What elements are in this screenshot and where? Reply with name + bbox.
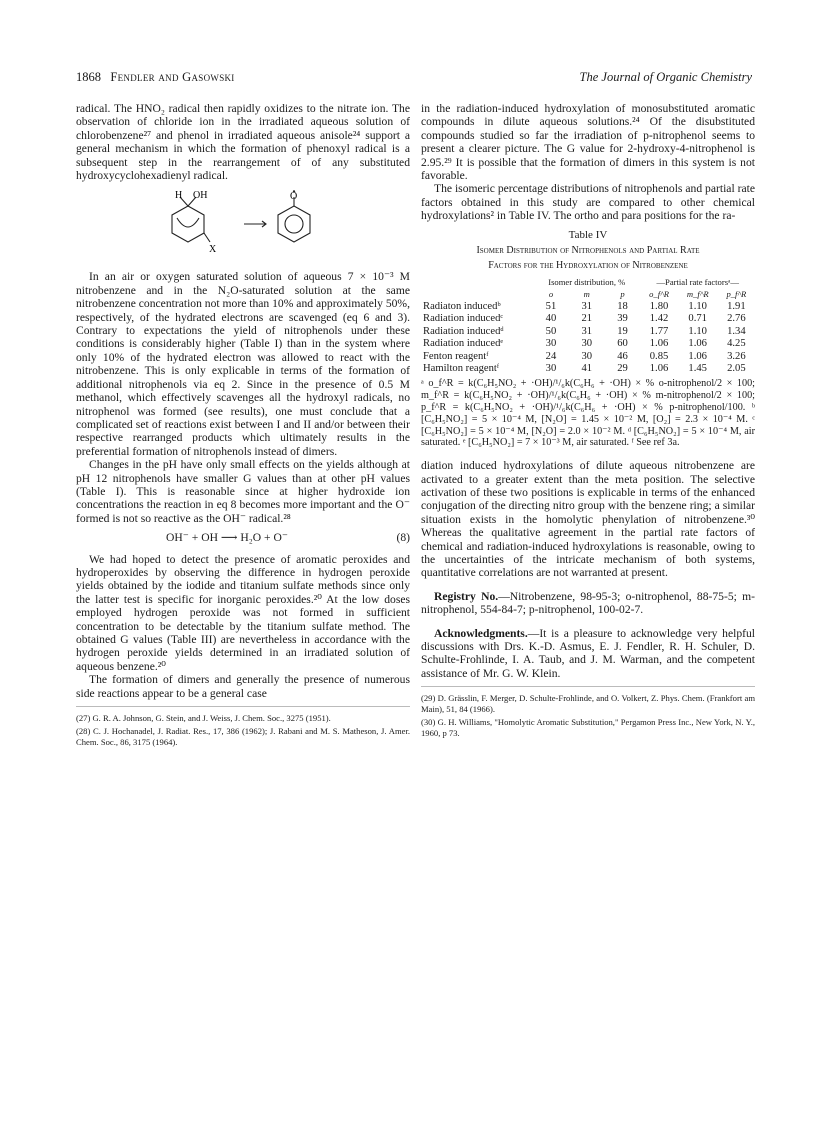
- table-footnote: ᵃ o_f^R = k(C₆H₅NO₂ + ·OH)/¹/₆k(C₆H₆ + ·OH) × % o-nitrophenol/2 × 100; m_f^R = k(C₆H₅NO₂ + ·OH)/¹/₆k(C₆H₆ + ·OH) × % m-nitrophenol/2 × 100; p_f^R = k(C₆H₅NO₂ + ·OH)/¹/₆k(C₆H₆ + ·OH) × % p-nitrophenol/100. ᵇ [C₆H₅NO₂] = 5 × 10⁻⁴ M, [N₂O] = 1.45 × 10⁻² M, [O₂] = 2.3 × 10⁻⁴ M. ᶜ [C₆H₅NO₂] = 5 × 10⁻⁴ M, [N₂O] = 2.0 × 10⁻² M. ᵈ [C₆H₅NO₂] = 5 × 10⁻⁴ M, air saturated. ᵉ [C₆H₅NO₂] = 7 × 10⁻³ M, air saturated. ᶠ See ref 3a.: [421, 378, 755, 449]
- table-cell: 30: [581, 338, 593, 350]
- table-title-line2: Factors for the Hydroxylation of Nitrobenzene: [488, 260, 688, 272]
- table-cell: 31: [581, 325, 593, 337]
- table-row: [421, 351, 755, 363]
- table-cell: 1.06: [688, 338, 707, 350]
- scheme-label-h: H: [175, 190, 183, 202]
- scheme-label-o: O: [290, 191, 298, 203]
- table-cell: 21: [581, 313, 593, 325]
- table-cell: 1.06: [688, 350, 707, 362]
- table-cell: 40: [545, 313, 557, 325]
- table-cell: 0.71: [688, 313, 707, 325]
- table-cell: 0.85: [649, 350, 669, 362]
- scheme-label-oh: OH: [193, 190, 208, 202]
- paragraph: The formation of dimers and generally the presence of numerous side reactions appear to be a general case: [76, 673, 410, 700]
- authors: Fendler and Gasowski: [110, 70, 235, 84]
- reference: (27) G. R. A. Johnson, G. Stein, and J. Weiss, J. Chem. Soc., 3275 (1951).: [76, 713, 331, 724]
- col-header: o: [548, 289, 554, 300]
- paragraph: We had hoped to detect the presence of aromatic peroxides and hydroperoxides by observing the difference in hydrogen peroxide yields obtained by the iodide and titanium sulfate methods since only the latter test is specific for inorganic peroxides.²⁰ At the low doses employed hydrogen peroxide was not formed in sufficient concentration to be detectable by the titanium sulfate method. The obtained G values (Table III) are nevertheless in accordance with the hydrogen peroxide yields determined in an irradiated solution of aqueous benzene.²⁰: [76, 552, 410, 673]
- paragraph: In an air or oxygen saturated solution of aqueous 7 × 10⁻³ M nitrobenzene and in the N₂O-saturated solution at the same nitrobenzene concentration not more than 10% and approximately 50%, respectively, of the hydrated electrons are scavenged (eq 6 and 3). Contrary to expectations the yield of nitrophenols under these conditions is considerably higher (Table I) than in the system where only 10% of the hydrated electron was allowed to react with the nitrobenzene. This is only explicable in terms of the formation of additional nitrophenols via eq 2. Since in the presence of 0.5 M methanol, which effectively scavenges all the hydroxyl radicals, no nitrophenol was formed (see results), one must conclude that a complicated set of reactions exist between I and II and/or between their respective rearranged products which ultimately results in the preferential formation of nitrophenols instead of dimers.: [76, 270, 410, 458]
- table-row: [421, 326, 755, 338]
- table-cell: 30: [545, 338, 557, 350]
- footnote-references: [421, 686, 755, 739]
- footnote-references: [76, 706, 410, 748]
- table-cell: 46: [617, 350, 628, 362]
- table-cell: 31: [581, 300, 593, 312]
- reaction-scheme-drawing: [76, 190, 410, 266]
- table-cell: 50: [545, 325, 557, 337]
- table-cell: 1.06: [649, 338, 669, 350]
- col-header: o_f^R: [649, 289, 669, 300]
- table-title-line1: Isomer Distribution of Nitrophenols and Partial Rate: [476, 245, 700, 257]
- table-row: [421, 301, 755, 313]
- col-header: m_f^R: [686, 289, 709, 300]
- equation-number: (8): [396, 531, 410, 545]
- right-column: [421, 102, 755, 741]
- table-cell: 4.25: [727, 338, 746, 350]
- data-table: [421, 276, 755, 375]
- registry-text: —Nitrobenzene, 98-95-3; o-nitrophenol, 88-75-5; m-nitrophenol, 554-84-7; p-nitrophenol, 100-02-7.: [421, 589, 755, 617]
- journal-title: The Journal of Organic Chemistry: [579, 70, 752, 84]
- col-header: m: [583, 289, 590, 300]
- table-row: [421, 313, 755, 325]
- equation-8: [76, 531, 410, 544]
- table-cell: 19: [617, 325, 628, 337]
- row-label: Hamilton reagentᶠ: [423, 362, 500, 374]
- table-header-row: [421, 276, 755, 288]
- paragraph: Changes in the pH have only small effects on the yields although at pH 12 nitrophenols have smaller G values than at other pH values (Table I). This is reasonable since at higher hydroxide ion concentrations the reaction in eq 8 becomes more important and the O⁻ formed is not so reactive as the OH⁻ radical.²⁸: [76, 458, 410, 525]
- table-cell: 41: [581, 362, 593, 374]
- row-label: Radiation inducedᵈ: [423, 325, 504, 337]
- ack-text: —It is a pleasure to acknowledge very helpful discussions with Drs. K.-D. Asmus, E. J. Fendler, R. H. Schuler, D. Schulte-Frohlinde, I. A. Taub, and J. M. Warman, and the competent assistance of Mr. G. W. Klein.: [421, 626, 755, 680]
- table-cell: 30: [545, 362, 557, 374]
- table-cell: 2.76: [727, 313, 746, 325]
- table-caption: Table IV: [568, 228, 608, 241]
- table-iv: [421, 229, 755, 449]
- reference: (29) D. Grässlin, F. Merger, D. Schulte-Frohlinde, and O. Volkert, Z. Phys. Chem. (Frankfort am Main), 51, 84 (1966).: [421, 693, 755, 715]
- table-cell: 1.34: [727, 325, 746, 337]
- left-column: [76, 102, 410, 750]
- table-cell: 2.05: [727, 362, 746, 374]
- table-cell: 1.06: [649, 362, 669, 374]
- scheme-label-x: X: [209, 244, 217, 256]
- table-cell: 1.80: [649, 300, 669, 312]
- table-cell: 30: [581, 350, 593, 362]
- table-cell: 1.77: [649, 325, 669, 337]
- row-label: Fenton reagentᶠ: [423, 350, 489, 362]
- registry-paragraph: [421, 590, 755, 617]
- table-cell: 24: [545, 350, 557, 362]
- table-cell: 29: [617, 362, 628, 374]
- row-label: Radiation inducedᵉ: [423, 338, 504, 350]
- table-row: [421, 363, 755, 375]
- table-cell: 1.10: [688, 300, 707, 312]
- table-cell: 51: [545, 300, 557, 312]
- table-cell: 1.91: [727, 300, 746, 312]
- table-cell: 60: [617, 338, 628, 350]
- registry-label: Registry No.: [434, 589, 499, 603]
- reference: (30) G. H. Williams, "Homolytic Aromatic Substitution," Pergamon Press Inc., New York, N. Y., 1960, p 73.: [421, 717, 755, 739]
- table-row: [421, 338, 755, 350]
- row-label: Radiaton inducedᵇ: [423, 300, 501, 312]
- paragraph: radical. The HNO₂ radical then rapidly oxidizes to the nitrate ion. The observation of chloride ion in the irradiated aqueous solution of chlorobenzene²⁷ and phenol in irradiated aqueous anisole²⁴ support a general mechanism in which the formation of phenoxyl radical is a subsequent step in the rearrangement of of any substituted hydroxycyclohexadienyl radical.: [76, 102, 410, 183]
- reference: (28) C. J. Hochanadel, J. Radiat. Res., 17, 386 (1962); J. Rabani and M. S. Matheson, J. Amer. Chem. Soc., 86, 3175 (1964).: [76, 726, 410, 748]
- paragraph: The isomeric percentage distributions of nitrophenols and partial rate factors obtained in this study are compared to other chemical hydroxylations² in Table IV. The ortho and para positions for the ra-: [421, 182, 755, 223]
- col-header: p: [620, 289, 625, 300]
- page-number: 1868: [76, 70, 101, 84]
- group-header-isomer: Isomer distribution, %: [548, 277, 626, 288]
- running-header-left: [76, 70, 235, 85]
- paragraph: in the radiation-induced hydroxylation of monosubstituted aromatic compounds in dilute aqueous solutions.²⁴ Of the disubstituted compounds studied so far the irradiation of p-nitrophenol seems to present a clearer picture. The G value for 2-hydroxy-4-nitrophenol is 2.95.²⁹ It is possible that the formation of dimers in this system is not favorable.: [421, 102, 755, 183]
- table-cell: 3.26: [727, 350, 746, 362]
- group-header-rate: —Partial rate factorsᵃ—: [656, 277, 739, 288]
- ack-label: Acknowledgments.: [434, 626, 528, 640]
- paragraph: diation induced hydroxylations of dilute aqueous nitrobenzene are activated to a greater extent than the meta position. The selective activation of these two positions is explicable in terms of the enhanced conjugation of the directing nitro group with the benzene ring; a similar situation exists in the homolytic phenylation of nitrobenzene.³⁰ Whereas the qualitative agreement in the partial rate factors of chemical and radiation-induced hydroxylations is reasonable, owing to the uncertainties of the intricate mechanism of both systems, quantitative correlations are not warranted at present.: [421, 459, 755, 580]
- table-cell: 18: [617, 300, 628, 312]
- table-cell: 1.42: [649, 313, 669, 325]
- row-label: Radiation inducedᶜ: [423, 313, 504, 325]
- acknowledgments-paragraph: [421, 627, 755, 681]
- col-header: p_f^R: [726, 289, 747, 300]
- table-cell: 1.10: [688, 325, 707, 337]
- table-cell: 1.45: [688, 362, 707, 374]
- reaction-scheme: [76, 190, 410, 266]
- table-cell: 39: [617, 313, 628, 325]
- equation-text: OH⁻ + OH ⟶ H₂O + O⁻: [166, 531, 288, 545]
- table-header-row: [421, 288, 755, 300]
